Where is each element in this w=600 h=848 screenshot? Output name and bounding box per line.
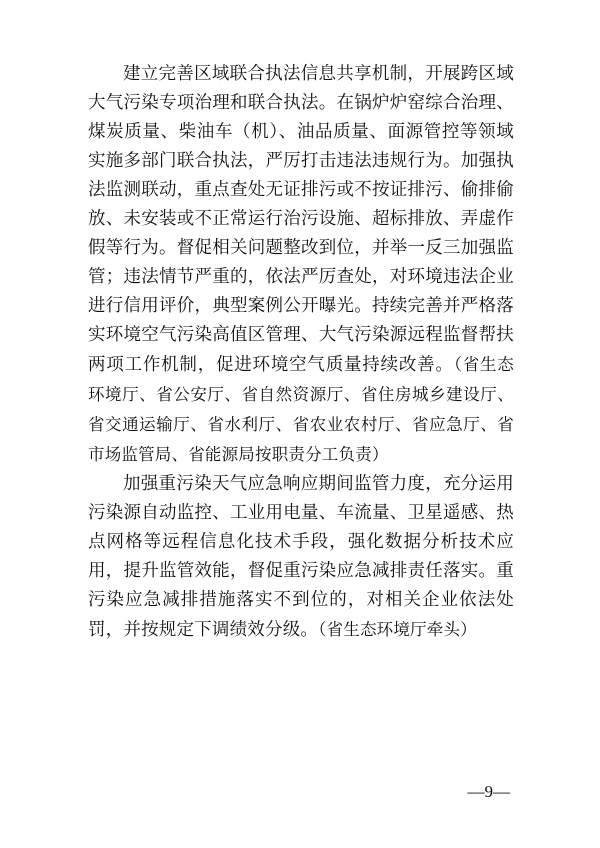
responsibility-note: （省生态环境厅牵头） <box>318 620 477 639</box>
paragraph-emergency-supervision <box>88 470 514 645</box>
paragraph-text: 加强重污染天气应急响应期间监管力度，充分运用污染源自动监控、工业用电量、车流量、卫星遥感、热点网格等远程信息化技术手段，强化数据分析技术应用，提升监管效能，督促重污染应急减排责任落实。重污染应急减排措施落实不到位的，对相关企业依法处罚，并按规定下调绩效分级。 <box>88 474 514 640</box>
responsibility-note: （省生态环境厅、省公安厅、省自然资源厅、省住房城乡建设厅、省交通运输厅、省水利厅、省农业农村厅、省应急厅、省市场监管局、省能源局按职责分工负责） <box>88 355 514 464</box>
paragraph-joint-enforcement <box>88 60 514 470</box>
page-number: —9— <box>467 782 510 801</box>
paragraph-text: 建立完善区域联合执法信息共享机制，开展跨区域大气污染专项治理和联合执法。在锅炉炉窑综合治理、煤炭质量、柴油车（机）、油品质量、面源管控等领域实施多部门联合执法，严厉打击违法违规行为。加强执法监测联动，重点查处无证排污或不按证排污、偷排偷放、未安装或不正常运行治污设施、超标排放、弄虚作假等行为。督促相关问题整改到位，并举一反三加强监管；违法情节严重的，依法严厉查处，对环境违法企业进行信用评价，典型案例公开曝光。持续完善并严格落实环境空气污染高值区管理、大气污染源远程监督帮扶两项工作机制，促进环境空气质量持续改善。 <box>88 64 514 375</box>
body-text <box>88 60 514 645</box>
